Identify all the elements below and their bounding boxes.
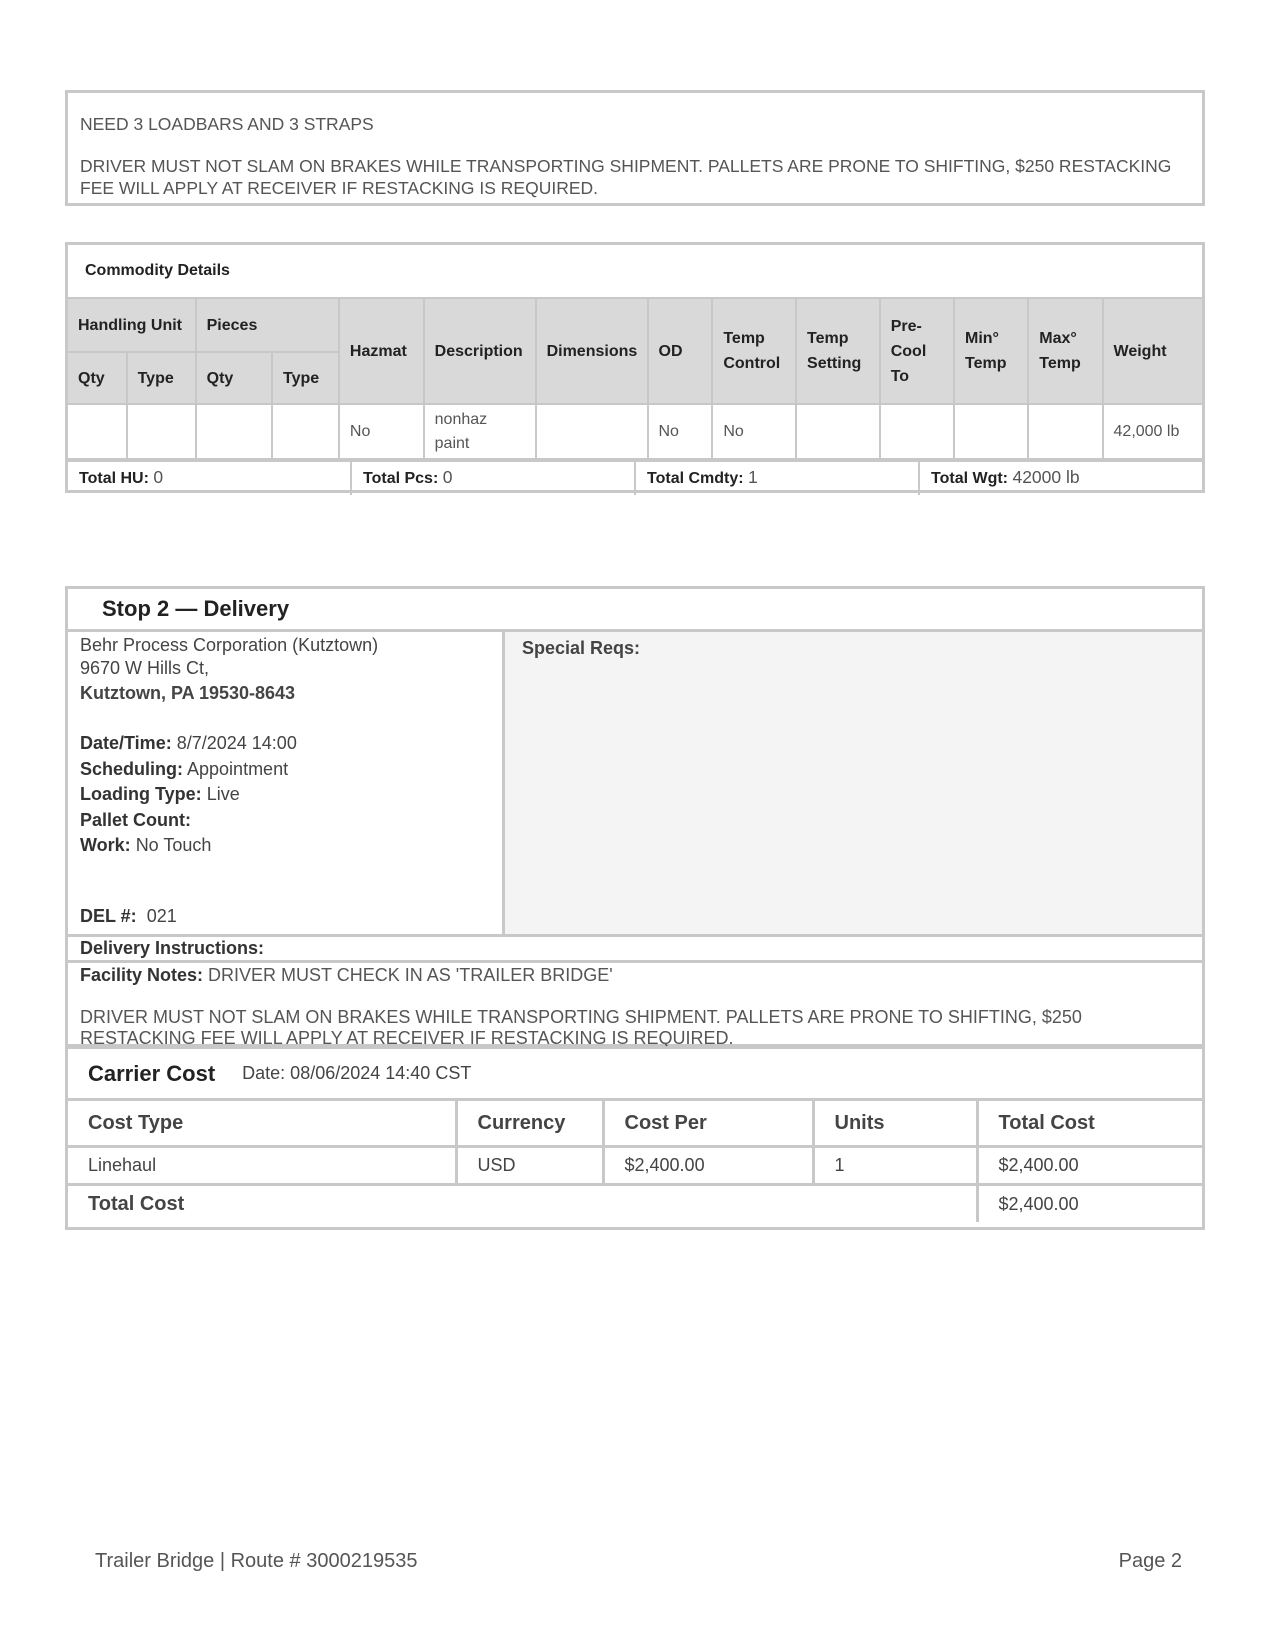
cell-total-cost: $2,400.00 [977, 1147, 1202, 1185]
th-dimensions: Dimensions [536, 299, 648, 404]
cell-temp-control: No [712, 404, 796, 459]
stop-title: Stop 2 — Delivery [68, 589, 1202, 632]
facility-notes [68, 963, 1202, 1050]
street-address: 9670 W Hills Ct, [80, 658, 210, 678]
th-weight: Weight [1103, 299, 1202, 404]
special-reqs-panel [505, 632, 1202, 934]
total-row [68, 1185, 1202, 1223]
cell-dimensions [536, 404, 648, 459]
th-hu-qty: Qty [68, 352, 127, 404]
datetime: Date/Time: 8/7/2024 14:00 [80, 733, 297, 753]
total-wgt: Total Wgt: 42000 lb [918, 462, 1202, 495]
facility-notes-value: DRIVER MUST CHECK IN AS 'TRAILER BRIDGE' [208, 965, 613, 985]
cell-description: nonhaz paint [424, 404, 536, 459]
cell-od: No [648, 404, 713, 459]
notes-line-2: DRIVER MUST NOT SLAM ON BRAKES WHILE TRANSPORTING SHIPMENT. PALLETS ARE PRONE TO SHIFTING, $250 RESTACKING FEE WILL APPLY AT RECEIVER IF RESTACKING IS REQUIRED. [80, 156, 1172, 198]
th-currency: Currency [456, 1101, 603, 1147]
company-name: Behr Process Corporation (Kutztown) [80, 635, 379, 655]
city-state-zip: Kutztown, PA 19530-8643 [80, 683, 296, 703]
th-total-cost: Total Cost [977, 1101, 1202, 1147]
stop-2-delivery [65, 586, 1205, 1047]
delivery-instructions-label: Delivery Instructions: [68, 937, 1202, 963]
th-cost-per: Cost Per [603, 1101, 813, 1147]
commodity-totals [68, 460, 1202, 495]
carrier-cost-date: Date: 08/06/2024 14:40 CST [242, 1063, 472, 1083]
work: Work: No Touch [80, 835, 212, 855]
special-reqs-label: Special Reqs: [522, 638, 641, 658]
cell-cost-per: $2,400.00 [603, 1147, 813, 1185]
cell-pcs-type [272, 404, 339, 459]
cell-currency: USD [456, 1147, 603, 1185]
cell-pre-cool-to [880, 404, 954, 459]
total-cmdty: Total Cmdty: 1 [634, 462, 918, 495]
th-pieces: Pieces [196, 299, 339, 352]
total-pcs: Total Pcs: 0 [350, 462, 634, 495]
th-hu-type: Type [127, 352, 196, 404]
cell-weight: 42,000 lb [1103, 404, 1202, 459]
cell-temp-setting [796, 404, 880, 459]
cell-units: 1 [813, 1147, 977, 1185]
footer-route: Trailer Bridge | Route # 3000219535 [95, 1550, 418, 1572]
th-temp-control: Temp Control [712, 299, 796, 404]
facility-notes-label: Facility Notes: [80, 965, 204, 985]
scheduling: Scheduling: Appointment [80, 758, 289, 779]
cell-cost-type: Linehaul [68, 1147, 456, 1185]
cell-hu-qty [68, 404, 127, 459]
commodity-title: Commodity Details [68, 245, 1202, 299]
notes-line-1: NEED 3 LOADBARS AND 3 STRAPS [80, 114, 374, 134]
th-units: Units [813, 1101, 977, 1147]
th-min-temp: Min° Temp [954, 299, 1028, 404]
th-pcs-type: Type [272, 352, 339, 404]
delivery-warning: DRIVER MUST NOT SLAM ON BRAKES WHILE TRANSPORTING SHIPMENT. PALLETS ARE PRONE TO SHIFTING, $250 RESTACKING FEE WILL APPLY AT RECEIVER IF RESTACKING IS REQUIRED. [80, 1006, 1082, 1048]
th-hazmat: Hazmat [339, 299, 424, 404]
loading-type: Loading Type: Live [80, 784, 240, 804]
total-cost-label: Total Cost [68, 1185, 977, 1223]
th-temp-setting: Temp Setting [796, 299, 880, 404]
total-cost-value: $2,400.00 [977, 1185, 1202, 1223]
th-od: OD [648, 299, 713, 404]
commodity-table [68, 299, 1202, 460]
th-max-temp: Max° Temp [1028, 299, 1102, 404]
carrier-cost-title: Carrier Cost [88, 1060, 216, 1086]
cost-table [68, 1101, 1202, 1222]
cell-pcs-qty [196, 404, 272, 459]
th-cost-type: Cost Type [68, 1101, 456, 1147]
cell-hazmat: No [339, 404, 424, 459]
th-handling-unit: Handling Unit [68, 299, 196, 352]
commodity-details [65, 242, 1205, 493]
th-pcs-qty: Qty [196, 352, 272, 404]
cell-max-temp [1028, 404, 1102, 459]
total-hu: Total HU: 0 [79, 467, 164, 487]
notes-box [65, 90, 1205, 206]
cell-hu-type [127, 404, 196, 459]
table-row [68, 404, 1202, 459]
footer-page-number: Page 2 [1118, 1550, 1182, 1572]
stop-address-panel [68, 632, 505, 934]
del-number: DEL #: 021 [80, 906, 177, 926]
th-pre-cool-to: Pre-Cool To [880, 299, 954, 404]
table-row [68, 1147, 1202, 1185]
th-description: Description [424, 299, 536, 404]
cell-min-temp [954, 404, 1028, 459]
pallet-count: Pallet Count: [80, 809, 191, 830]
carrier-cost [65, 1046, 1205, 1230]
